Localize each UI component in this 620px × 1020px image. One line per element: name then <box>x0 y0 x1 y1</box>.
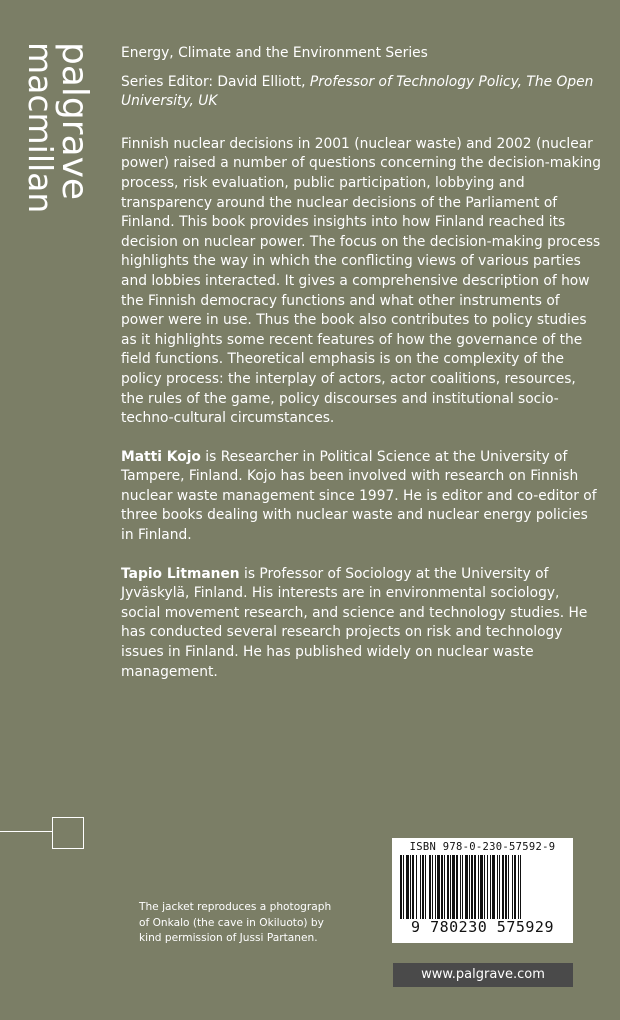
barcode-bar <box>425 855 426 919</box>
barcode-bar <box>490 855 491 919</box>
decorative-square <box>52 817 84 849</box>
barcode-bar <box>456 855 458 919</box>
barcode-bar <box>499 855 500 919</box>
barcode-bar <box>492 855 495 919</box>
series-editor-prefix: Series Editor: David Elliott, <box>121 73 310 90</box>
barcode-bar <box>480 855 483 919</box>
barcode-bar <box>520 855 521 919</box>
barcode-bar <box>484 855 485 919</box>
barcode-bar <box>435 855 436 919</box>
barcode-bar <box>412 855 414 919</box>
barcode-bar <box>474 855 476 919</box>
logo-word-macmillan: macmillan <box>21 42 60 214</box>
barcode-bar <box>505 855 507 919</box>
barcode-bar <box>416 855 417 919</box>
author-name: Matti Kojo <box>121 448 201 465</box>
barcode-bar <box>518 855 519 919</box>
barcode-bar <box>429 855 431 919</box>
isbn-label: ISBN 978-0-230-57592-9 <box>409 841 556 853</box>
barcode-bar <box>487 855 488 919</box>
author-bio-text: is Professor of Sociology at the University of Jyväskylä, Finland. His interests are in environmental sociology, social movement research, and science and technology studies. He has conducted several research projects on risk and technology issues in Finland. He has published widely on nuclear waste management. <box>121 565 588 680</box>
author-bio <box>121 448 601 546</box>
back-cover-text <box>121 44 601 701</box>
barcode-bar <box>462 855 463 919</box>
barcode-bar <box>422 855 424 919</box>
barcode-bar <box>508 855 509 919</box>
barcode-bar <box>512 855 513 919</box>
decorative-line <box>0 831 52 832</box>
publisher-logo <box>21 42 95 214</box>
series-editor-affiliation: Professor of Technology Policy, The Open University, UK <box>121 73 594 110</box>
isbn-barcode <box>392 838 573 943</box>
barcode-bar <box>432 855 433 919</box>
barcode-bar <box>450 855 451 919</box>
barcode-bar <box>444 855 445 919</box>
book-description: Finnish nuclear decisions in 2001 (nuclear waste) and 2002 (nuclear power) raised a number of questions concerning the decision-making process, risk evaluation, public participation, lobbying and transparency around the nuclear decisions of the Parliament of Finland. This book provides insights into how Finland reached its decision on nuclear power. The focus on the decision-making process highlights the way in which the conflicting views of various parties and lobbies interacted. It gives a comprehensive description of how the Finnish democracy functions and what other instruments of power were in use. Thus the book also contributes to policy studies as it highlights some recent features of how the governance of the field functions. Theoretical emphasis is on the complexity of the policy process: the interplay of actors, actor coalitions, resources, the rules of the game, policy discourses and institutional socio-techno-cultural circumstances. <box>121 135 601 427</box>
barcode-bar <box>406 855 409 919</box>
barcode-bar <box>514 855 516 919</box>
jacket-photo-credit: The jacket reproduces a photograph of Onkalo (the cave in Okiluoto) by kind permission of Jussi Partanen. <box>139 901 332 944</box>
barcode-bars <box>400 855 565 919</box>
barcode-bar <box>497 855 498 919</box>
author-name: Tapio Litmanen <box>121 565 240 582</box>
barcode-bar <box>420 855 421 919</box>
series-title: Energy, Climate and the Environment Series <box>121 45 428 61</box>
barcode-bar <box>478 855 479 919</box>
barcode-bar <box>502 855 504 919</box>
publisher-website-link[interactable]: www.palgrave.com <box>393 963 573 987</box>
author-bio-text: is Researcher in Political Science at the University of Tampere, Finland. Kojo has been involved with research on Finnish nuclear waste management since 1997. He is editor and co-editor of three books dealing with nuclear waste and nuclear energy policies in Finland. <box>121 448 597 544</box>
barcode-bar <box>460 855 461 919</box>
logo-word-palgrave: palgrave <box>54 42 95 201</box>
barcode-bar <box>469 855 470 919</box>
barcode-bar <box>471 855 473 919</box>
series-editor <box>121 73 601 112</box>
barcode-bar <box>403 855 404 919</box>
barcode-bar <box>465 855 468 919</box>
barcode-bar <box>410 855 411 919</box>
barcode-bar <box>447 855 449 919</box>
author-bio <box>121 565 601 683</box>
barcode-bar <box>400 855 402 919</box>
barcode-bar <box>437 855 440 919</box>
barcode-bar <box>452 855 455 919</box>
barcode-digits: 9 780230 575929 <box>411 918 554 936</box>
barcode-bar <box>441 855 443 919</box>
